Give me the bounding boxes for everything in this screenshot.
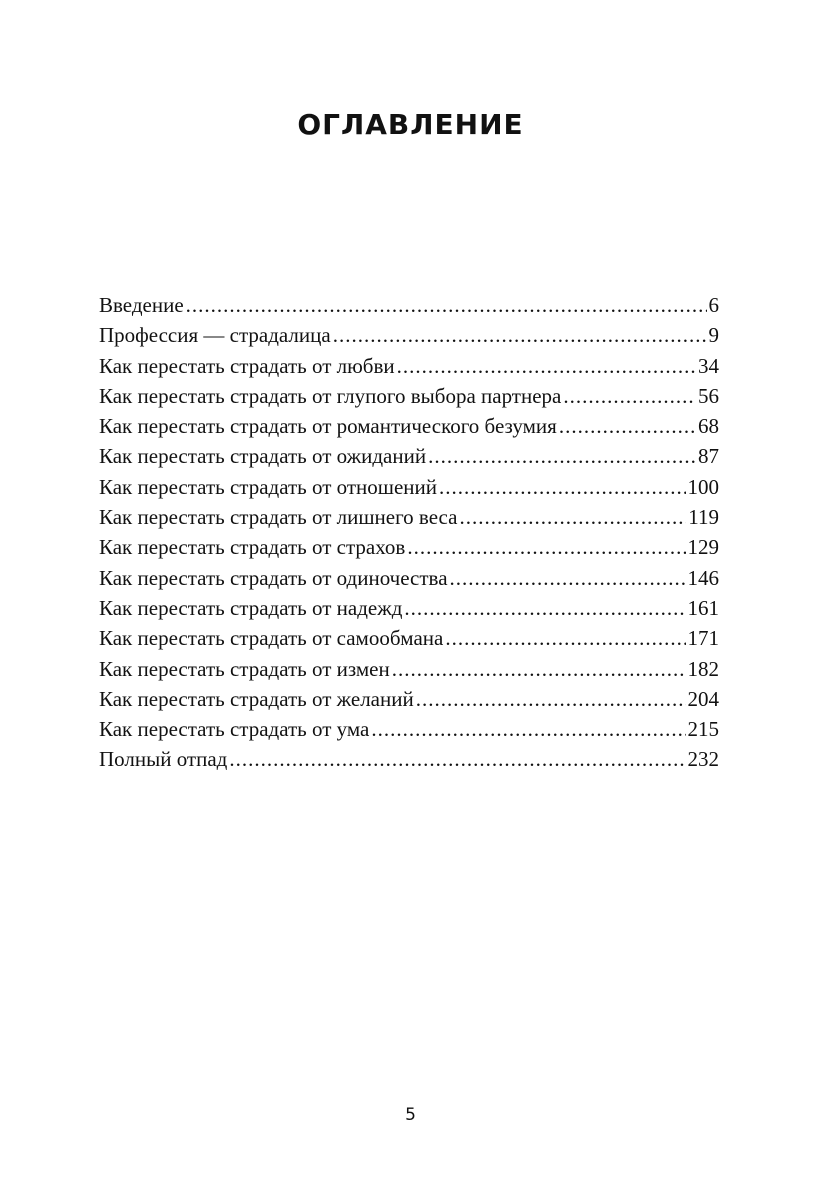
- page-number: 5: [405, 1105, 416, 1125]
- toc-entry-title: Как перестать страдать от страхов: [99, 535, 406, 560]
- toc-entry-title: Как перестать страдать от любви: [99, 353, 395, 378]
- dot-leader: [397, 351, 696, 381]
- dot-leader: [450, 563, 686, 593]
- toc-entry-page: 119: [688, 505, 719, 530]
- dot-leader: [371, 714, 685, 744]
- dot-leader: [392, 654, 686, 684]
- toc-entry[interactable]: [99, 441, 719, 471]
- toc-entry[interactable]: [99, 654, 719, 684]
- toc-entry-page: 161: [687, 595, 719, 620]
- dot-leader: [459, 502, 686, 532]
- toc-entry-title: Как перестать страдать от отношений: [99, 474, 437, 499]
- toc-entry-page: 68: [698, 414, 719, 439]
- toc-entry-title: Как перестать страдать от глупого выбора партнера: [99, 383, 562, 408]
- toc-entry-page: 100: [687, 474, 719, 499]
- toc-entry[interactable]: [99, 320, 719, 350]
- toc-entry-title: Введение: [99, 293, 184, 317]
- toc-entry[interactable]: [99, 744, 719, 774]
- toc-entry[interactable]: [99, 351, 719, 381]
- toc-entry[interactable]: [99, 532, 719, 562]
- toc-entry[interactable]: [99, 714, 719, 744]
- toc-entry-page: 34: [698, 353, 719, 378]
- toc-entry-page: 6: [708, 293, 719, 317]
- toc-entry[interactable]: [99, 593, 719, 623]
- toc-entry[interactable]: [99, 502, 719, 532]
- toc-entry[interactable]: [99, 563, 719, 593]
- toc-entry-title: Полный отпад: [99, 747, 228, 772]
- toc-entry-page: 146: [687, 565, 719, 590]
- toc-entry[interactable]: [99, 290, 719, 320]
- toc-entry-title: Как перестать страдать от романтического безумия: [99, 414, 557, 439]
- dot-leader: [445, 623, 685, 653]
- toc-entry-title: Как перестать страдать от измен: [99, 656, 390, 681]
- toc-entry-page: 171: [687, 626, 719, 651]
- toc-entry-title: Профессия — страдалица: [99, 323, 331, 348]
- toc-entry-title: Как перестать страдать от лишнего веса: [99, 505, 458, 530]
- dot-leader: [229, 744, 685, 774]
- toc-entry-title: Как перестать страдать от ума: [99, 717, 370, 742]
- toc-entry-page: 215: [687, 717, 719, 742]
- toc-entry[interactable]: [99, 684, 719, 714]
- dot-leader: [333, 320, 707, 350]
- toc-entry-page: 204: [687, 686, 719, 711]
- toc-entry-title: Как перестать страдать от надежд: [99, 595, 403, 620]
- dot-leader: [407, 532, 685, 562]
- page-title: ОГЛАВЛЕНИЕ: [297, 108, 524, 141]
- dot-leader: [563, 381, 696, 411]
- toc-entry[interactable]: [99, 411, 719, 441]
- toc-entry-page: 232: [687, 747, 719, 772]
- toc-entry-page: 182: [687, 656, 719, 681]
- table-of-contents: [99, 290, 719, 775]
- toc-entry-title: Как перестать страдать от самообмана: [99, 626, 444, 651]
- dot-leader: [416, 684, 686, 714]
- dot-leader: [428, 441, 696, 471]
- toc-entry-page: 56: [698, 383, 719, 408]
- toc-entry-title: Как перестать страдать от желаний: [99, 686, 414, 711]
- dot-leader: [559, 411, 696, 441]
- toc-entry-page: 87: [698, 444, 719, 469]
- toc-entry[interactable]: [99, 472, 719, 502]
- toc-entry-title: Как перестать страдать от одиночества: [99, 565, 448, 590]
- toc-entry[interactable]: [99, 623, 719, 653]
- dot-leader: [439, 472, 686, 502]
- toc-entry[interactable]: [99, 381, 719, 411]
- toc-entry-page: 9: [708, 323, 719, 348]
- toc-entry-page: 129: [687, 535, 719, 560]
- dot-leader: [404, 593, 685, 623]
- toc-entry-title: Как перестать страдать от ожиданий: [99, 444, 427, 469]
- dot-leader: [186, 290, 707, 320]
